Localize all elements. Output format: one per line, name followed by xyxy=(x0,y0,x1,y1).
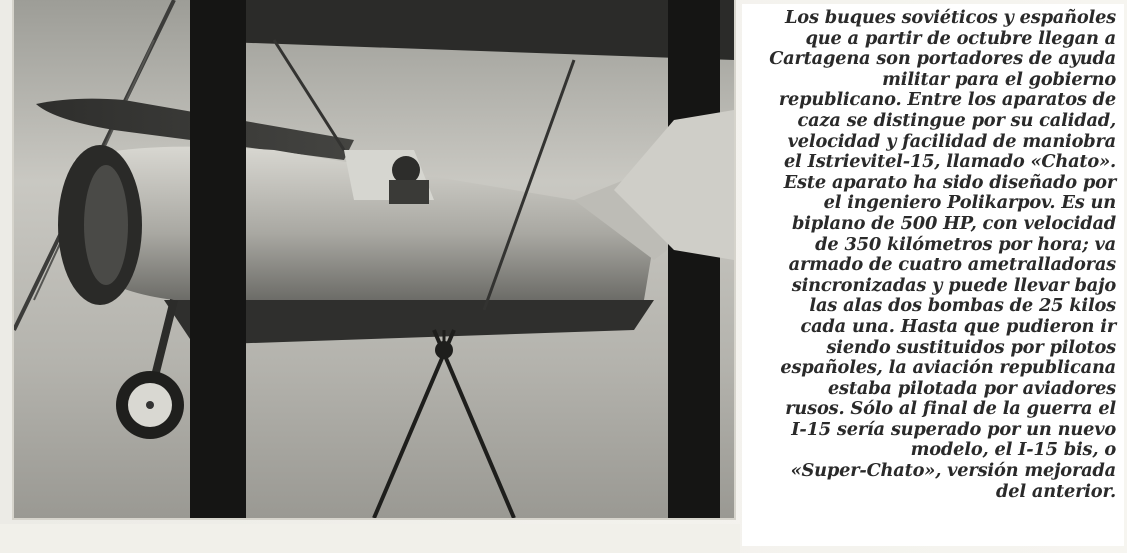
caption-line: militar para el gobierno xyxy=(882,68,1116,90)
caption-line: Los buques soviéticos y españoles xyxy=(785,7,1116,28)
caption-line: las alas dos bombas de 25 kilos xyxy=(809,295,1116,317)
photo-illustration xyxy=(14,0,734,518)
caption-line: españoles, la aviación republicana xyxy=(780,357,1116,379)
caption-line: caza se distingue por su calidad, xyxy=(797,109,1116,131)
caption-line: velocidad y facilidad de maniobra xyxy=(787,130,1116,152)
caption-line: cada una. Hasta que pudieron ir xyxy=(800,315,1116,337)
caption-line: modelo, el I-15 bis, o xyxy=(910,439,1116,461)
caption-line: republicano. Entre los aparatos de xyxy=(778,89,1116,111)
caption-line: armado de cuatro ametralladoras xyxy=(788,254,1116,276)
caption-line: Cartagena son portadores de ayuda xyxy=(769,48,1116,70)
caption-line: el ingeniero Polikarpov. Es un xyxy=(823,192,1116,214)
page-margin xyxy=(0,524,740,553)
caption-line: que a partir de octubre llegan a xyxy=(805,27,1116,49)
caption-line: de 350 kilómetros por hora; va xyxy=(815,233,1116,255)
caption-line: sincronizadas y puede llevar bajo xyxy=(791,274,1116,296)
caption-line: Este aparato ha sido diseñado por xyxy=(783,171,1116,193)
caption-line: I-15 sería superado por un nuevo xyxy=(791,418,1116,440)
caption-line: del anterior. xyxy=(996,480,1116,502)
caption-line: «Super-Chato», versión mejorada xyxy=(790,460,1116,482)
caption-line: el Istrievitel-15, llamado «Chato». xyxy=(783,151,1116,173)
caption-line: siendo sustituidos por pilotos xyxy=(826,336,1116,358)
biplane-photograph xyxy=(14,0,734,518)
caption-line: biplano de 500 HP, con velocidad xyxy=(791,212,1116,234)
caption-block xyxy=(742,4,1124,546)
caption-line: rusos. Sólo al final de la guerra el xyxy=(785,398,1116,420)
caption-line: estaba pilotada por aviadores xyxy=(827,377,1116,399)
caption-text xyxy=(744,8,1116,502)
